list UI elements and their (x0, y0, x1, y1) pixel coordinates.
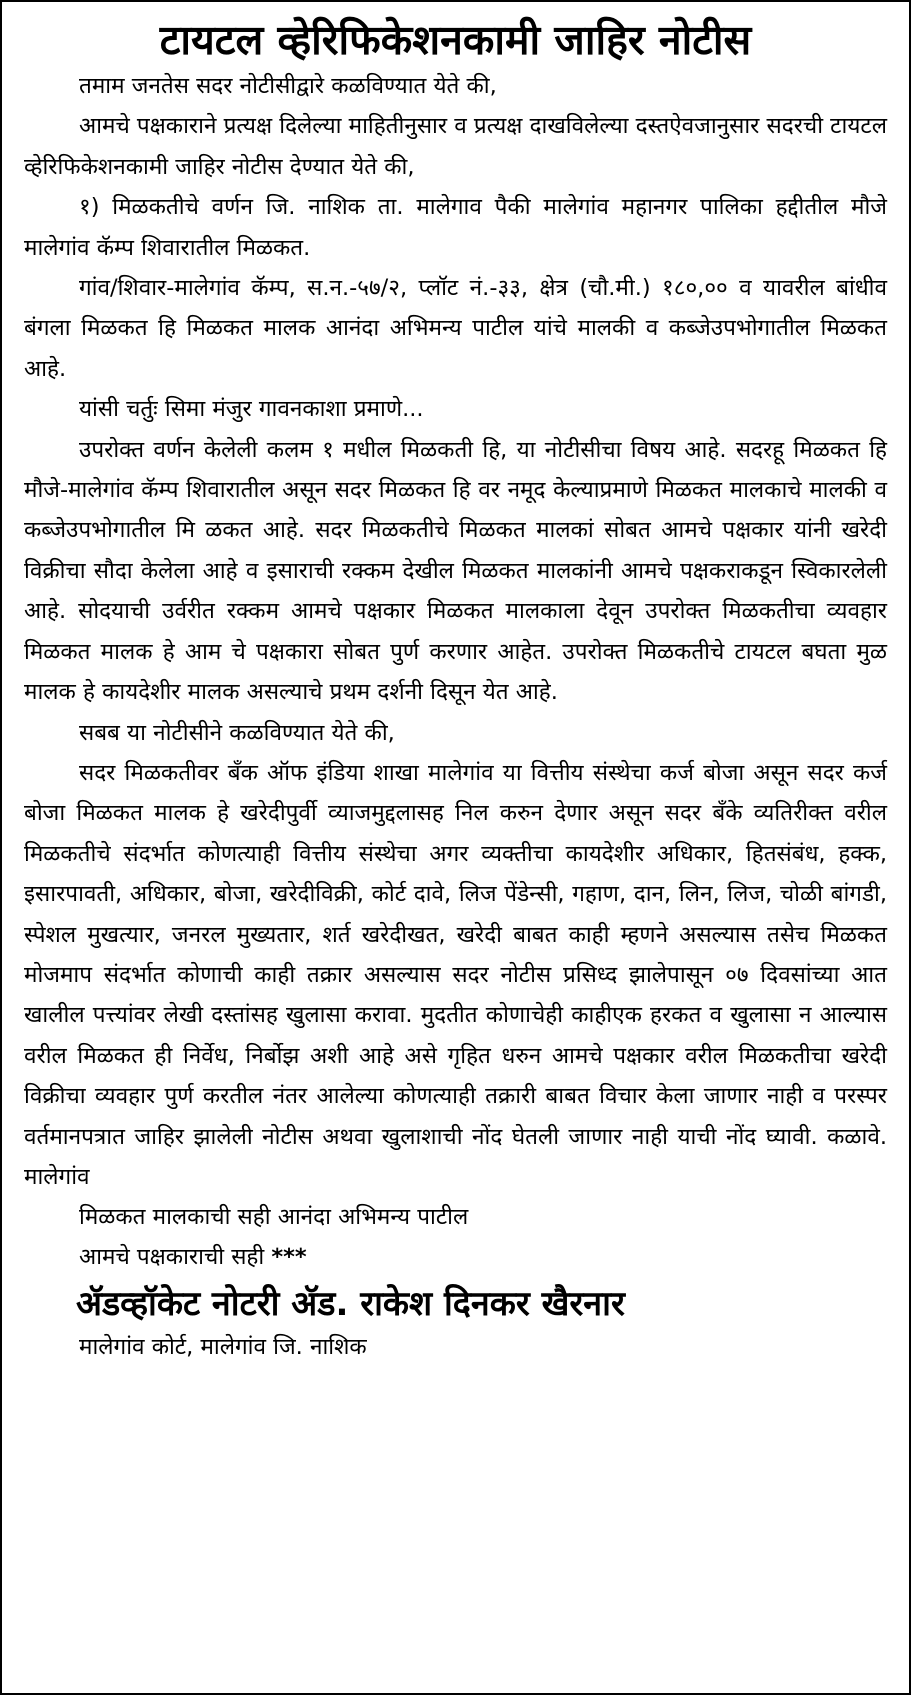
notice-paragraph: सदर मिळकतीवर बँक ऑफ इंडिया शाखा मालेगांव या वित्तीय संस्थेचा कर्ज बोजा असून सदर कर्ज बोजा मिळकत मालक हे खरेदीपुर्वी व्याजमुद्दलासह निल करुन देणार असून सदर बँके व्यतिरीक्त वरील मिळकतीचे संदर्भात कोणत्याही वित्तीय संस्थेचा अगर व्यक्तीचा कायदेशीर अधिकार, हितसंबंध, हक्क, इसारपावती, अधिकार, बोजा, खरेदीविक्री, कोर्ट दावे, लिज पेंडेन्सी, गहाण, दान, लिन, लिज, चोळी बांगडी, स्पेशल मुखत्यार, जनरल मुख्यतार, शर्त खरेदीखत, खरेदी बाबत काही म्हणने असल्यास तसेच मिळकत मोजमाप संदर्भात कोणाची काही तक्रार असल्यास सदर नोटीस प्रसिध्द झालेपासून ०७ दिवसांच्या आत खालील पत्त्यांवर लेखी दस्तांसह खुलासा करावा. मुदतीत कोणाचेही काहीएक हरकत व खुलासा न आल्यास वरील मिळकत ही निर्वेध, निर्बोझ अशी आहे असे गृहित धरुन आमचे पक्षकार वरील मिळकतीचा खरेदी विक्रीचा व्यवहार पुर्ण करतील नंतर आलेल्या कोणत्याही तक्रारी बाबत विचार केला जाणार नाही व परस्पर वर्तमानपत्रात जाहिर झालेली नोटीस अथवा खुलाशाची नोंद घेतली जाणार नाही याची नोंद घ्यावी. कळावे. मालेगांव (24, 759, 887, 1190)
advocate-address: मालेगांव कोर्ट, मालेगांव जि. नाशिक (79, 1334, 367, 1361)
boundaries-line: यांसी चर्तुः सिमा मंजुर गावनकाशा प्रमाणे... (79, 396, 424, 423)
notice-paragraph: सबब या नोटीसीने कळविण्यात येते की, (79, 719, 395, 746)
client-signature: आमचे पक्षकाराची सही (79, 1244, 265, 1271)
notice-paragraph: उपरोक्त वर्णन केलेली कलम १ मधील मिळकती हि, या नोटीसीचा विषय आहे. सदरहू मिळकत हि मौजे-मालेगांव कॅम्प शिवारातील असून सदर मिळकत हि वर नमूद केल्याप्रमाणे मिळकत मालकाचे मालकी व कब्जेउपभोगातील मि ळकत आहे. सदर मिळकतीचे मिळकत मालकां सोबत आमचे पक्षकार यांनी खरेदी विक्रीचा सौदा केलेला आहे व इसाराची रक्कम देखील मिळकत मालकांनी आमचे पक्षकराकडून स्विकारलेली आहे. सोदयाची उर्वरीत रक्कम आमचे पक्षकार मिळकत मालकाला देवून उपरोक्त मिळकतीचा व्यवहार मिळकत मालक हे आम चे पक्षकारा सोबत पुर्ण करणार आहेत. उपरोक्त मिळकतीचे टायटल बघता मुळ मालक हे कायदेशीर मालक असल्याचे प्रथम दर्शनी दिसून येत आहे. (24, 436, 887, 706)
notice-title: टायटल व्हेरिफिकेशनकामी जाहिर नोटीस (159, 16, 752, 64)
notice-paragraph: तमाम जनतेस सदर नोटीसीद्वारे कळविण्यात येते की, (79, 73, 497, 99)
notice-paragraph: आमचे पक्षकाराने प्रत्यक्ष दिलेल्या माहितीनुसार व प्रत्यक्ष दाखविलेल्या दस्तऐवजानुसार सदरची टायटल व्हेरिफिकेशनकामी जाहिर नोटीस देण्यात येते की, (24, 113, 887, 180)
property-details: गांव/शिवार-मालेगांव कॅम्प, स.न.-५७/२, प्लॉट नं.-३३, क्षेत्र (चौ.मी.) १८०,०० व यावरील बांधीव बंगला मिळकत हि मिळकत मालक आनंदा अभिमन्य पाटील यांचे मालकी व कब्जेउपभोगातील मिळकत आहे. (24, 275, 887, 382)
notice-body (24, 66, 887, 1197)
property-description: १) मिळकतीचे वर्णन जि. नाशिक ता. मालेगाव पैकी मालेगांव महानगर पालिका हद्दीतील मौजे मालेगांव कॅम्प शिवारातील मिळकत. (24, 194, 887, 261)
signature-stars: *** (271, 1244, 307, 1271)
client-signature-line (24, 1237, 887, 1277)
advocate-name: ॲडव्हॉकेट नोटरी ॲड. राकेश दिनकर खैरनार (76, 1284, 625, 1325)
owner-signature: मिळकत मालकाची सही आनंदा अभिमन्य पाटील (79, 1204, 469, 1231)
